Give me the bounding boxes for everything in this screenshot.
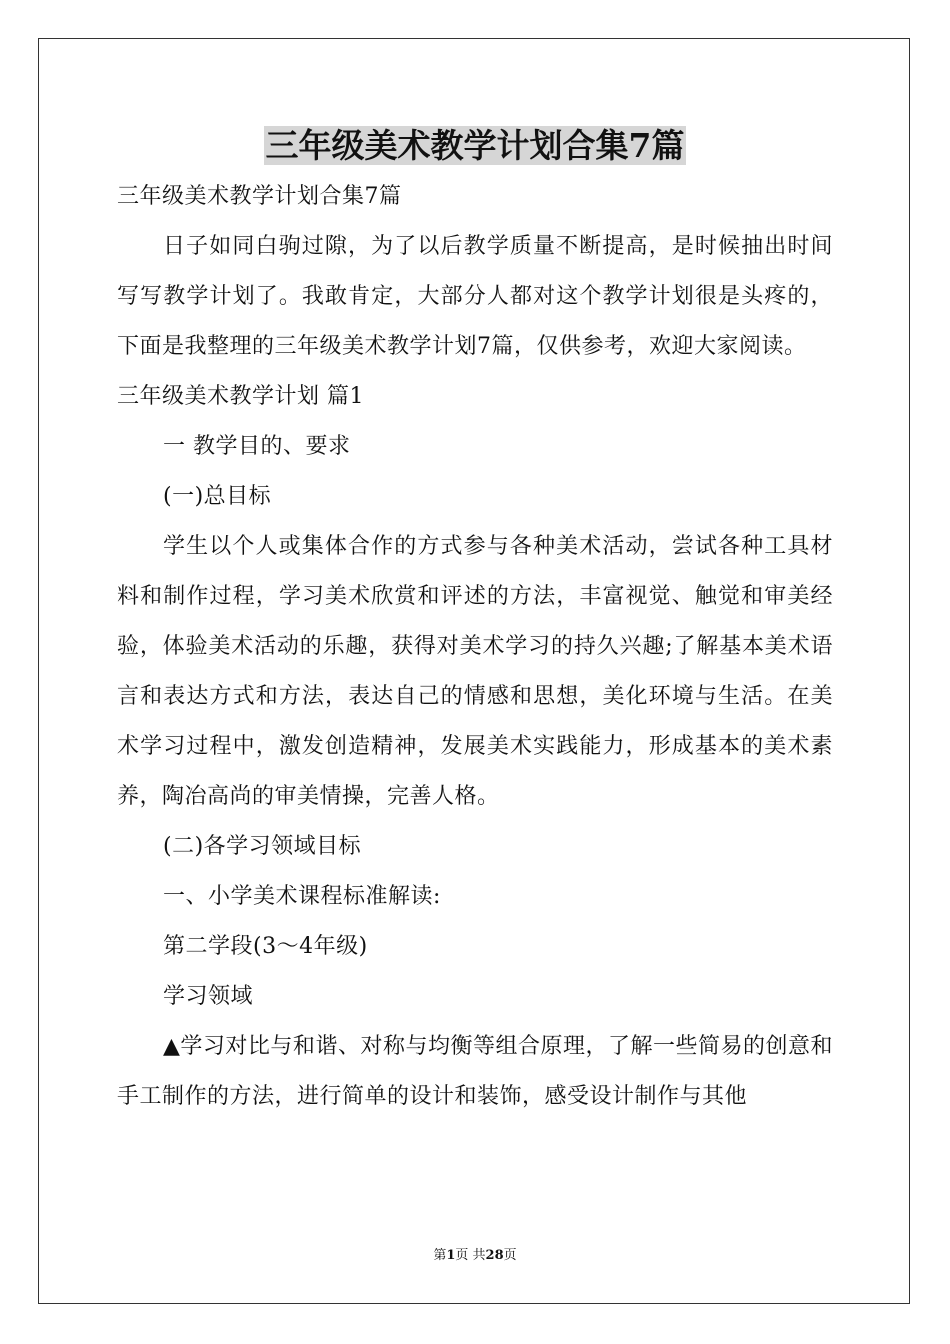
document-title [0,124,950,168]
heading-curriculum-standard: 一、小学美术课程标准解读: [163,884,441,909]
footer-prefix: 第 [433,1248,447,1263]
heading-second-stage: 第二学段(3～4年级) [163,934,368,959]
heading-teaching-goals: 一 教学目的、要求 [163,434,351,459]
heading-overall-goal: (一)总目标 [163,484,272,509]
heading-area-goals: (二)各学习领域目标 [163,834,362,859]
footer-current-page: 1 [446,1248,456,1263]
footer-suffix: 页 [503,1248,517,1263]
section-heading: 三年级美术教学计划 篇1 [117,384,364,409]
learning-area-paragraph: ▲学习对比与和谐、对称与均衡等组合原理，了解一些简易的创意和手工制作的方法，进行简单的设计和装饰，感受设计制作与其他 [117,1034,833,1109]
document-title-text: 三年级美术教学计划合集7篇 [265,126,685,165]
footer-mid: 页 共 [455,1248,486,1263]
footer-total-pages: 28 [485,1248,504,1263]
overall-goal-paragraph: 学生以个人或集体合作的方式参与各种美术活动，尝试各种工具材料和制作过程，学习美术欣赏和评述的方法，丰富视觉、触觉和审美经验，体验美术活动的乐趣，获得对美术学习的持久兴趣;了解基本美术语言和表达方式和方法，表达自己的情感和思想，美化环境与生活。在美术学习过程中，激发创造精神，发展美术实践能力，形成基本的美术素养，陶冶高尚的审美情操，完善人格。 [117,534,833,809]
page-footer [0,1246,950,1266]
intro-paragraph: 日子如同白驹过隙，为了以后教学质量不断提高，是时候抽出时间写写教学计划了。我敢肯定，大部分人都对这个教学计划很是头疼的，下面是我整理的三年级美术教学计划7篇，仅供参考，欢迎大家阅读。 [117,234,833,359]
heading-learning-area: 学习领域 [163,984,254,1009]
document-body [117,172,833,1122]
subtitle-line: 三年级美术教学计划合集7篇 [117,184,402,209]
